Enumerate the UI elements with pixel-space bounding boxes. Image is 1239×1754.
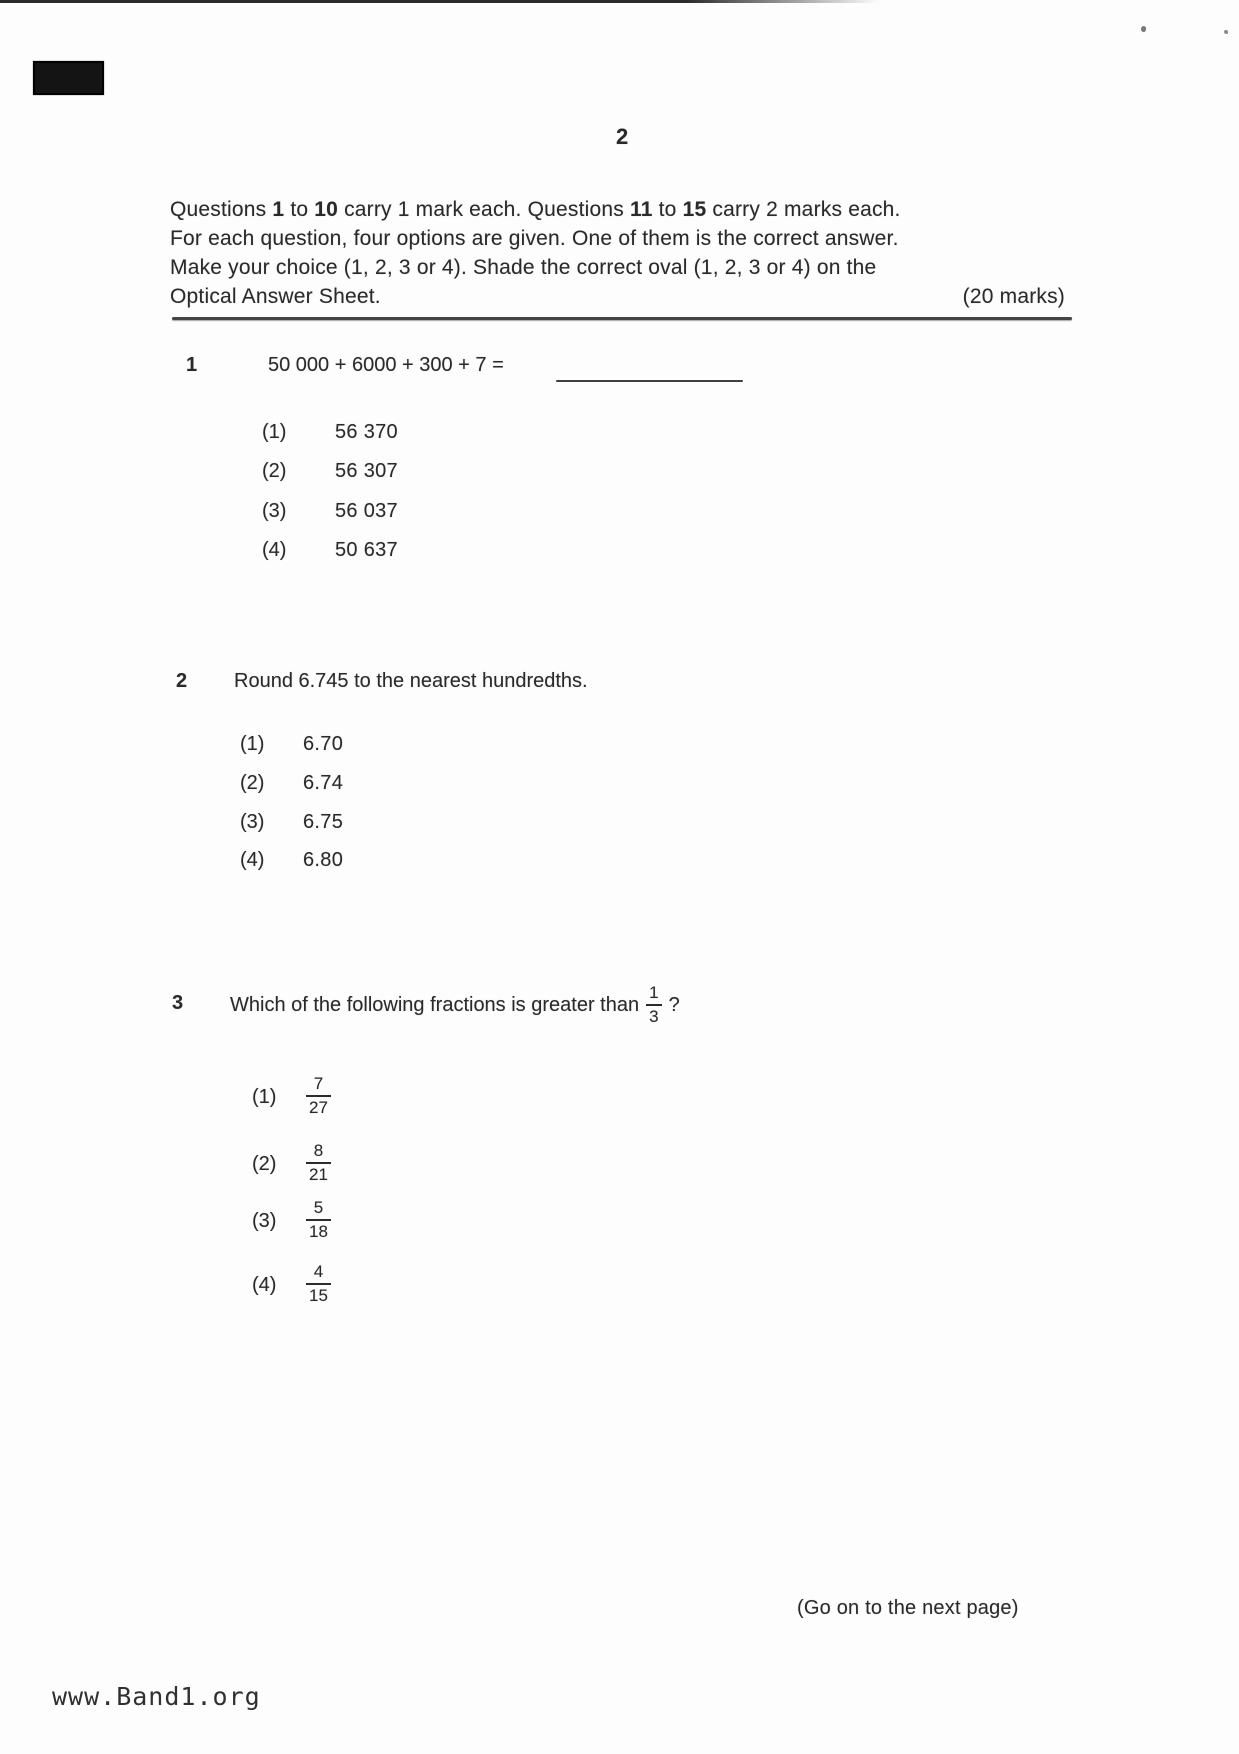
question-3-text (230, 980, 680, 1030)
question-1-option-4 (0, 539, 1239, 569)
option-label: (1) (262, 421, 287, 443)
scan-speck (1140, 25, 1147, 32)
website-footer: www.Band1.org (52, 1682, 261, 1711)
option-label: (4) (240, 849, 265, 871)
instructions-line-4-text: Optical Answer Sheet. (170, 285, 381, 308)
question-2-option-2 (0, 772, 1239, 802)
question-2 (0, 670, 1239, 700)
question-3-text-after: ? (668, 993, 680, 1016)
option-value: 6.80 (303, 849, 344, 871)
answer-blank-line (556, 380, 743, 382)
page-number: 2 (616, 124, 629, 149)
option-fraction: $\frac{8}{21}$ (306, 1141, 331, 1184)
question-3-text-before: Which of the following fractions is greater than (230, 993, 640, 1016)
question-1-option-1 (0, 421, 1239, 451)
option-label: (3) (262, 500, 287, 522)
option-label: (4) (252, 1274, 277, 1296)
option-label: (2) (252, 1153, 277, 1175)
scan-speck (1224, 30, 1228, 34)
section-divider (172, 317, 1072, 320)
question-3 (0, 980, 1239, 1030)
option-fraction: $\frac{5}{18}$ (306, 1198, 331, 1241)
option-label: (1) (240, 733, 265, 755)
instructions-block (170, 195, 1065, 311)
instructions-line-4 (170, 282, 1065, 311)
option-label: (2) (262, 460, 287, 482)
question-2-number: 2 (176, 670, 188, 692)
option-value: 56 370 (335, 421, 398, 443)
question-3-option-4 (0, 1262, 1239, 1310)
instructions-line-2: For each question, four options are given. One of them is the correct answer. (170, 227, 899, 250)
question-2-option-4 (0, 849, 1239, 879)
option-value: 6.70 (303, 733, 344, 755)
redaction-box (33, 61, 104, 95)
option-label: (3) (240, 811, 265, 833)
question-1-number: 1 (186, 354, 198, 376)
option-label: (2) (240, 772, 265, 794)
question-2-text: Round 6.745 to the nearest hundredths. (234, 670, 588, 692)
marks-label: (20 marks) (962, 285, 1065, 308)
question-1-option-2 (0, 460, 1239, 490)
option-value: 50 637 (335, 539, 398, 561)
question-2-option-1 (0, 733, 1239, 763)
option-label: (4) (262, 539, 287, 561)
question-3-option-2 (0, 1141, 1239, 1189)
question-1-text: 50 000 + 6000 + 300 + 7 = (268, 354, 504, 376)
instructions-line-3: Make your choice (1, 2, 3 or 4). Shade the correct oval (1, 2, 3 or 4) on the (170, 256, 877, 279)
option-value: 56 037 (335, 500, 398, 522)
instructions-line-1: Questions 1 to 10 carry 1 mark each. Questions 11 to 15 carry 2 marks each. (170, 198, 901, 221)
question-1-option-3 (0, 500, 1239, 530)
option-value: 56 307 (335, 460, 398, 482)
next-page-note: (Go on to the next page) (797, 1597, 1019, 1619)
question-3-number: 3 (172, 992, 184, 1014)
fraction-one-third: $\frac{1}{3}$ (646, 983, 661, 1026)
scan-artifact-line (0, 0, 880, 3)
question-2-option-3 (0, 811, 1239, 841)
option-label: (3) (252, 1210, 277, 1232)
option-label: (1) (252, 1086, 277, 1108)
option-value: 6.74 (303, 772, 344, 794)
option-fraction: $\frac{7}{27}$ (306, 1074, 331, 1117)
question-3-option-1 (0, 1074, 1239, 1122)
option-fraction: $\frac{4}{15}$ (306, 1262, 331, 1305)
option-value: 6.75 (303, 811, 344, 833)
question-3-option-3 (0, 1198, 1239, 1246)
